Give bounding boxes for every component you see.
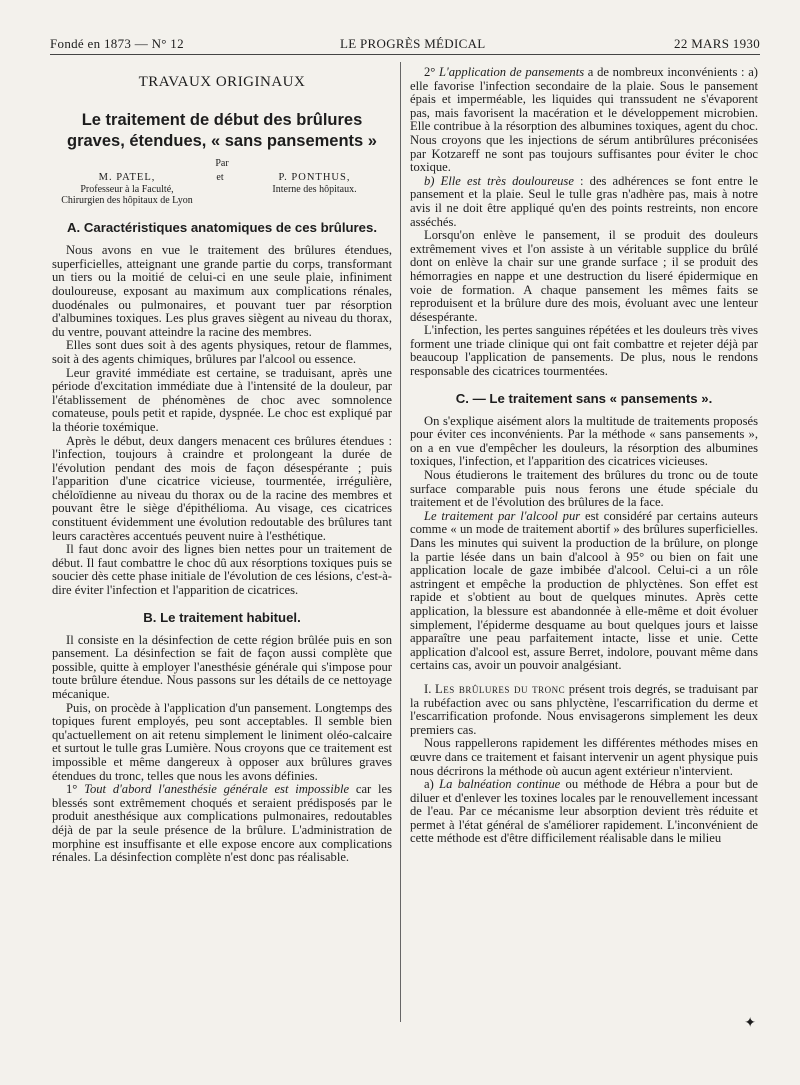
- text-run: : des adhérences se font entre le pansement et la plaie. Seul le tulle gras n'adhère pas, mais à notre avis il ne doit être appliqué qu'en des points restreints, non encore asséchés.: [410, 173, 758, 229]
- authors-block: [52, 172, 392, 214]
- italic-text: L'application de pansements: [439, 65, 585, 79]
- paragraph: [410, 175, 758, 229]
- text-run: ou méthode de Hébra a pour but de diluer et d'enlever les toxines locales par le renouvellement incessant de l'eau. Par ce mécanisme leur absorption devient très réduite et permet à l'état général de s'améliorer rapidement. L'inconvénient de cette méthode est d'être difficilement réalisable dans le milieu: [410, 777, 758, 846]
- right-column: [410, 66, 758, 846]
- author-ponthus: [237, 172, 392, 195]
- issue-date: 22 MARS 1930: [674, 36, 760, 51]
- paragraph: Lorsqu'on enlève le pansement, il se produit des douleurs extrêmement vives et l'on assiste à un véritable supplice du brûlé dont on enlève la chair sur une grande surface ; il se produit des hémorragies en nappe et une destruction du liseré épidermique en voie de formation. A chaque pansement les mêmes faits se reproduisent et la brûlure dure des mois, évoluant avec une lenteur désespérante.: [410, 228, 758, 324]
- section-label: TRAVAUX ORIGINAUX: [138, 74, 306, 90]
- paragraph: Après le début, deux dangers menacent ces brûlures étendues : l'infection, toujours à craindre et prolongeant la durée de l'évolution pendant des mois de façon désespérante ; puis l'apparition d'une cicatrice vicieuse, tourmentée, irrégulière, chéloïdienne au niveau du thorax ou de la racine des membres et pouvant être le siège d'épithélioma. Au visage, ces cicatrices constituent évidemment une évolution redoutable des brûlures tant leurs caractères accentués peuvent nuire à l'esthétique.: [52, 433, 392, 543]
- italic-text: b) Elle est très douloureuse: [424, 173, 574, 188]
- italic-text: Le traitement par l'alcool pur: [424, 508, 581, 523]
- journal-title: LE PROGRÈS MÉDICAL: [340, 36, 486, 51]
- paragraph: Leur gravité immédiate est certaine, se traduisant, après une période d'excitation immédiate due à l'intensité de la douleur, par l'établissement de phénomènes de choc avec somnolence comateuse, pouls petit et rapide, dyspnée. Le choc est expliqué par la théorie toxémique.: [52, 365, 392, 434]
- paragraph: [410, 778, 758, 846]
- paragraph: L'infection, les pertes sanguines répétées et les douleurs très vives forment une triade clinique qui ont fait combattre et rejeter déjà par beaucoup l'application de pansements. De plus, nous le rendons responsable des cicatrices tourmentées.: [410, 323, 758, 379]
- ornament-icon: ✦: [744, 1016, 756, 1031]
- paragraph: On s'explique aisément alors la multitude de traitements proposés pour éviter ces inconvénients. Par la méthode « sans pansements », on a en vue d'empêcher les douleurs, la résorption des albumines toxiques, l'infection, et l'apparition des cicatrices vicieuses.: [410, 413, 758, 469]
- paragraph: Nous rappellerons rapidement les différentes méthodes mises en œuvre dans ce traitement et faisant intervenir un agent physique puis nous décrirons la méthode où aucun agent extérieur n'intervient.: [410, 736, 758, 778]
- author-affiliation: Interne des hôpitaux.: [272, 184, 357, 196]
- paragraph: [410, 66, 758, 175]
- author-affiliation: Chirurgien des hôpitaux de Lyon: [61, 195, 193, 207]
- author-name: M. PATEL,: [98, 172, 156, 184]
- paragraph: Il consiste en la désinfection de cette région brûlée puis en son pansement. La désinfection se fait de façon aussi complète que possible, quitte à employer l'anesthésie générale qui s'impose pour toute brûlure étendue. Nous passons sur les détails de ce nettoyage mécanique.: [52, 632, 392, 701]
- text-run: a de nombreux inconvénients : a) elle favorise l'infection secondaire de la plaie. Sous le pansement épais et imperméable, les liquides qui transsudent ne s'évaporent pas, mais favorisent la macération et le développement microbien. Elle contribue à la résorption des albumines toxiques, agent du choc. Nous croyons que les injections de sérum antibrûlures préconisées par Kotzareff ne sont pas toujours suffisantes pour éviter le choc toxique.: [410, 65, 759, 175]
- et-text: et: [216, 172, 224, 184]
- column-divider: [400, 62, 401, 1022]
- section-a-heading: A. Caractéristiques anatomiques de ces brûlures.: [66, 220, 378, 236]
- paragraph: [410, 510, 758, 673]
- text-run: 1°: [66, 782, 85, 797]
- text-run: est considéré par certains auteurs comme « un mode de traitement abortif » des brûlures superficielles. Dans les minutes qui suivent la production de la brûlure, on plonge la partie lésée dans un bain d'alcool à 95° ou bien on fait une application locale de gaze imbibée d'alcool. Celui-ci a un rôle astringent et empêche la production de phlyctènes. Son effet est rapide et s'obtient au bout de quelques minutes. Après cette application, la blessure est abandonnée à elle-même et doit évoluer simplement, l'épiderme desquame au bout quelques jours et laisse apparaître une peau parfaitement intacte, lisse et unie. Cette application d'alcool est, assure Berret, indolore, pouvant même dans certains cas, avoir un pouvoir analgésiant.: [410, 508, 758, 673]
- text-run: a): [424, 777, 440, 792]
- paragraph: [410, 683, 758, 737]
- author-name: P. PONTHUS,: [278, 172, 351, 184]
- paragraph: Nous étudierons le traitement des brûlures du tronc ou de toute surface comparable puis nous ferons une étude spéciale du traitement et de l'évolution des brûlures de la face.: [410, 468, 758, 510]
- section-b-heading: B. Le traitement habituel.: [143, 609, 301, 625]
- paragraph: Elles sont dues soit à des agents physiques, retour de flammes, soit à des agents chimiques, brûlures par l'alcool ou essence.: [52, 338, 392, 366]
- authors-conjunction: [210, 172, 230, 183]
- italic-text: La balnéation continue: [439, 777, 561, 792]
- section-c-heading: C. — Le traitement sans « pansements ».: [455, 390, 713, 406]
- article-title: Le traitement de début des brûlures graves, étendues, « sans pansements »: [67, 110, 377, 150]
- text-run: I.: [424, 681, 435, 696]
- paragraph: Nous avons en vue le traitement des brûlures étendues, superficielles, atteignant une grande partie du corps, transformant un tiers ou la moitié de celui-ci en une seule plaie, infiniment douloureuse, exposant au maximum aux complications rénales, duodénales ou pulmonaires, et pouvant tuer par résorption d'albumines toxiques. Les plus graves siègent au niveau du thorax, du ventre, pouvant atteindre la racine des membres.: [52, 243, 392, 339]
- left-column: [52, 66, 392, 865]
- italic-text: Tout d'abord l'anesthésie générale est impossible: [84, 782, 350, 797]
- paragraph: [52, 783, 392, 865]
- founded-issue: Fondé en 1873 — N° 12: [50, 36, 184, 51]
- small-caps-text: Les brûlures du tronc: [435, 681, 566, 696]
- paragraph: Puis, on procède à l'application d'un pansement. Longtemps des topiques furent employés, peu sont acceptables. Il semble bien qu'actuellement on ait retenu simplement le liniment oléo-calcaire et surtout le tulle gras Lumière. Nous croyons que ce traitement est impossible et même dangereux à opposer aux brûlures graves étendues du tronc, telles que nous les avons définies.: [52, 700, 392, 783]
- paragraph: Il faut donc avoir des lignes bien nettes pour un traitement de début. Il faut combattre le choc dû aux résorptions toxiques puis se soucier dès cette phase initiale de l'évolution de ces lésions, c'est-à-dire éviter l'infection et l'apparition de cicatrices.: [52, 542, 392, 598]
- text-run: présent trois degrés, se traduisant par la rubéfaction avec ou sans phlyctène, l'escarrification du derme et l'escarrification profonde. Nous envisagerons simplement les deux premiers cas.: [410, 681, 758, 737]
- text-run: car les blessés sont extrêmement choqués et seraient prédisposés par le produit anesthésique aux complications pulmonaires, redoutables déjà de par la seule présence de la brûlure. L'administration de morphine est insuffisante et elle expose encore aux complications rénales. La désinfection complète n'est donc pas réalisable.: [52, 782, 392, 865]
- running-header: [50, 36, 760, 54]
- text-run: 2°: [424, 65, 440, 79]
- author-patel: [52, 172, 202, 206]
- author-affiliation: Professeur à la Faculté,: [80, 184, 174, 196]
- header-rule: [50, 54, 760, 55]
- by-line: Par: [215, 157, 229, 169]
